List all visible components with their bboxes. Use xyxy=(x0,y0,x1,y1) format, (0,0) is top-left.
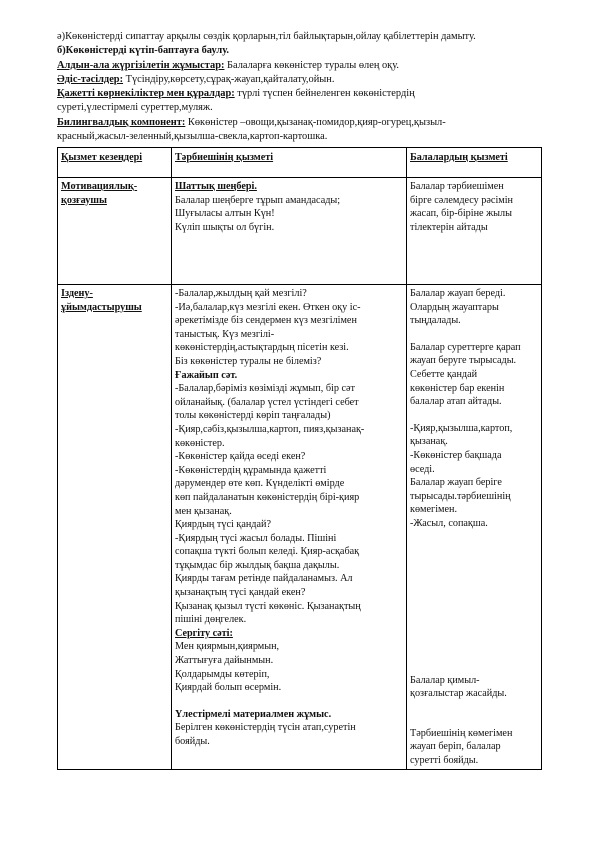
children-line: өседі. xyxy=(410,463,435,475)
section-heading-refresh: Сергіту сәті: xyxy=(175,627,233,639)
children-line: Балалар тәрбиешімен xyxy=(410,181,504,192)
techniques-label: Әдіс-тәсілдер: xyxy=(57,73,124,85)
children-line: жауап беріп, балалар xyxy=(410,741,501,753)
children-cell-motivational xyxy=(407,178,542,285)
teacher-line: Қызанақ қызыл түсті көкөніс. Қызанақтың xyxy=(175,600,361,612)
teacher-line: пішіні дөңгелек. xyxy=(175,614,247,626)
section-heading-handout: Үлестірмелі материалмен жұмыс. xyxy=(175,708,332,720)
section-heading-magic-moment: Ғажайып сәт. xyxy=(175,369,238,381)
teacher-line: көп пайдаланатын көкөністердің бірі-қияр xyxy=(175,491,360,503)
teacher-cell-motivational xyxy=(172,178,407,285)
teacher-line: көкөністердің,астықтардың пісетін кезі. xyxy=(175,342,349,354)
children-line: тыңдалады. xyxy=(410,315,461,327)
children-line: тілектерін айтады xyxy=(410,221,488,233)
goal-line-b: б)Көкөністерді күтіп-баптауға баулу. xyxy=(57,45,229,57)
header-stages: Қызмет кезеңдері xyxy=(58,148,172,178)
stage-name-line-1: Іздену- xyxy=(61,288,93,299)
children-line: суретті бояйды. xyxy=(410,754,479,766)
teacher-line: -Көкөністер қайда өседі екен? xyxy=(175,451,306,463)
header-teacher: Тәрбиешінің қызметі xyxy=(172,148,407,178)
stage-name-line-1: Мотивациялық- xyxy=(61,181,138,192)
children-cell-search xyxy=(407,285,542,770)
spacer xyxy=(410,328,538,341)
children-line: Олардың жауаптары xyxy=(410,301,499,313)
teacher-line: Күліп шықты ол бүгін. xyxy=(175,221,275,233)
teacher-line: Біз көкөністер туралы не білеміз? xyxy=(175,355,322,367)
children-line: тырысады.тәрбиешінің xyxy=(410,490,511,502)
teacher-line: сопақша түкті болып келеді. Қияр-асқабақ xyxy=(175,546,360,558)
teacher-line: -Балалар,жылдың қай мезгілі? xyxy=(175,288,307,299)
children-line: жасап, бір-біріне жылы xyxy=(410,208,512,220)
teacher-line: Шуғыласы алтын Күн! xyxy=(175,208,275,220)
bilingual-value-2: красный,жасыл-зеленный,қызылша-свекла,картоп-картошка. xyxy=(57,131,328,143)
visual-aids-label: Қажетті көрнекіліктер мен құралдар: xyxy=(57,88,235,100)
teacher-line: ойланайық. (балалар үстел үстіндегі себет xyxy=(175,396,359,408)
bilingual-value-1: Көкөністер –овощи,қызанақ-помидор,қияр-огурец,қызыл- xyxy=(185,116,446,128)
spacer xyxy=(410,531,538,674)
teacher-line: дәрумендер өте көп. Күнделікті өмірде xyxy=(175,478,345,490)
lesson-intro xyxy=(57,30,547,144)
stage-cell-motivational xyxy=(58,178,172,285)
stage-name-line-2: ұйымдастырушы xyxy=(61,301,142,313)
children-line: бірге сәлемдесу рәсімін xyxy=(410,194,513,206)
visual-aids-value-2: суреті,үлестірмелі суреттер,муляж. xyxy=(57,102,213,114)
children-line: жауап беруге тырысады. xyxy=(410,355,517,367)
children-line: Балалар қимыл- xyxy=(410,674,480,686)
table-row-motivational xyxy=(58,178,542,285)
lesson-plan-table xyxy=(57,147,542,770)
table-row-search xyxy=(58,285,542,770)
header-children: Балалардың қызметі xyxy=(407,148,542,178)
children-line: көмегімен. xyxy=(410,504,457,516)
children-line: Себетте қандай xyxy=(410,368,478,380)
teacher-line: -Иә,балалар,күз мезгілі екен. Өткен оқу іс- xyxy=(175,301,361,313)
children-line: Балалар суреттерге қарап xyxy=(410,341,521,353)
visual-aids-value-1: түрлі түспен бейнеленген көкөністердің xyxy=(234,88,415,100)
teacher-line: толы көкөністерді көріп таңғалады) xyxy=(175,410,331,422)
teacher-line: Жаттығуға дайынмын. xyxy=(175,655,274,667)
children-line: қозғалыстар жасайды. xyxy=(410,688,507,700)
stage-cell-search xyxy=(58,285,172,770)
spacer xyxy=(410,701,538,727)
preliminary-work xyxy=(57,59,547,73)
techniques-value: Түсіндіру,көрсету,сұрақ-жауап,қайталату,ойын. xyxy=(123,73,335,85)
goal-line-a: ә)Көкөністерді сипаттау арқылы сөздік қорларын,тіл байлықтарын,ойлау қабілеттерін дамыту. xyxy=(57,31,476,42)
children-line: -Қияр,қызылша,картоп, xyxy=(410,422,513,434)
preliminary-work-label: Алдын-ала жүргізілетін жұмыстар: xyxy=(57,59,225,71)
bilingual-label: Билингвалдық компонент: xyxy=(57,116,186,128)
children-line: қызанақ. xyxy=(410,436,448,448)
bilingual-component xyxy=(57,116,547,130)
children-line: Тәрбиешінің көмегімен xyxy=(410,727,513,739)
teacher-line: Қиярды тағам ретінде пайдаланамыз. Ал xyxy=(175,573,353,585)
teacher-line: -Қиярдың түсі жасыл болады. Пішіні xyxy=(175,532,337,544)
teacher-line: Берілген көкөністердің түсін атап,суретін xyxy=(175,722,356,734)
teacher-line: Қиярдың түсі қандай? xyxy=(175,519,271,531)
teacher-line: қызанақтың түсі қандай екен? xyxy=(175,587,306,599)
preliminary-work-value: Балаларға көкөністер туралы өлең оқу. xyxy=(224,59,399,71)
spacer xyxy=(175,695,403,708)
stage-name-line-2: қозғаушы xyxy=(61,194,107,206)
teacher-line: тұқымдас бір жылдық бақша дақылы. xyxy=(175,559,340,571)
teacher-line: таныстық. Күз мезгілі- xyxy=(175,328,275,340)
teacher-line: мен қызанақ. xyxy=(175,505,232,517)
teacher-cell-search xyxy=(172,285,407,770)
visual-aids xyxy=(57,87,547,101)
children-line: балалар атап айтады. xyxy=(410,396,502,408)
teacher-line: Мен қиярмын,қиярмын, xyxy=(175,641,280,653)
teacher-line: -Көкөністердің құрамында қажетті xyxy=(175,464,327,476)
teacher-line: Қолдарымды көтеріп, xyxy=(175,668,270,680)
children-line: -Көкөністер бақшада xyxy=(410,449,502,461)
teacher-line: -Қияр,сәбіз,қызылша,картоп, пияз,қызанақ- xyxy=(175,423,365,435)
techniques xyxy=(57,73,547,87)
teacher-line: Қиярдай болып өсермін. xyxy=(175,682,282,694)
children-line: -Жасыл, сопақша. xyxy=(410,517,488,529)
teacher-line: әрекетімізде біз сендермен күз мезгілімен xyxy=(175,315,357,327)
children-line: Балалар жауап беріге xyxy=(410,477,502,489)
children-line: Балалар жауап береді. xyxy=(410,288,506,299)
teacher-line: Шаттық шеңбері. xyxy=(175,181,257,192)
teacher-line: көкөністер. xyxy=(175,437,225,449)
teacher-line: бояйды. xyxy=(175,736,210,747)
table-header-row xyxy=(58,148,542,178)
children-line: көкөністер бар екенін xyxy=(410,382,505,394)
spacer xyxy=(410,409,538,422)
teacher-line: -Балалар,бәріміз көзімізді жұмып, бір сәт xyxy=(175,383,355,395)
teacher-line: Балалар шеңберге тұрып амандасады; xyxy=(175,194,341,206)
